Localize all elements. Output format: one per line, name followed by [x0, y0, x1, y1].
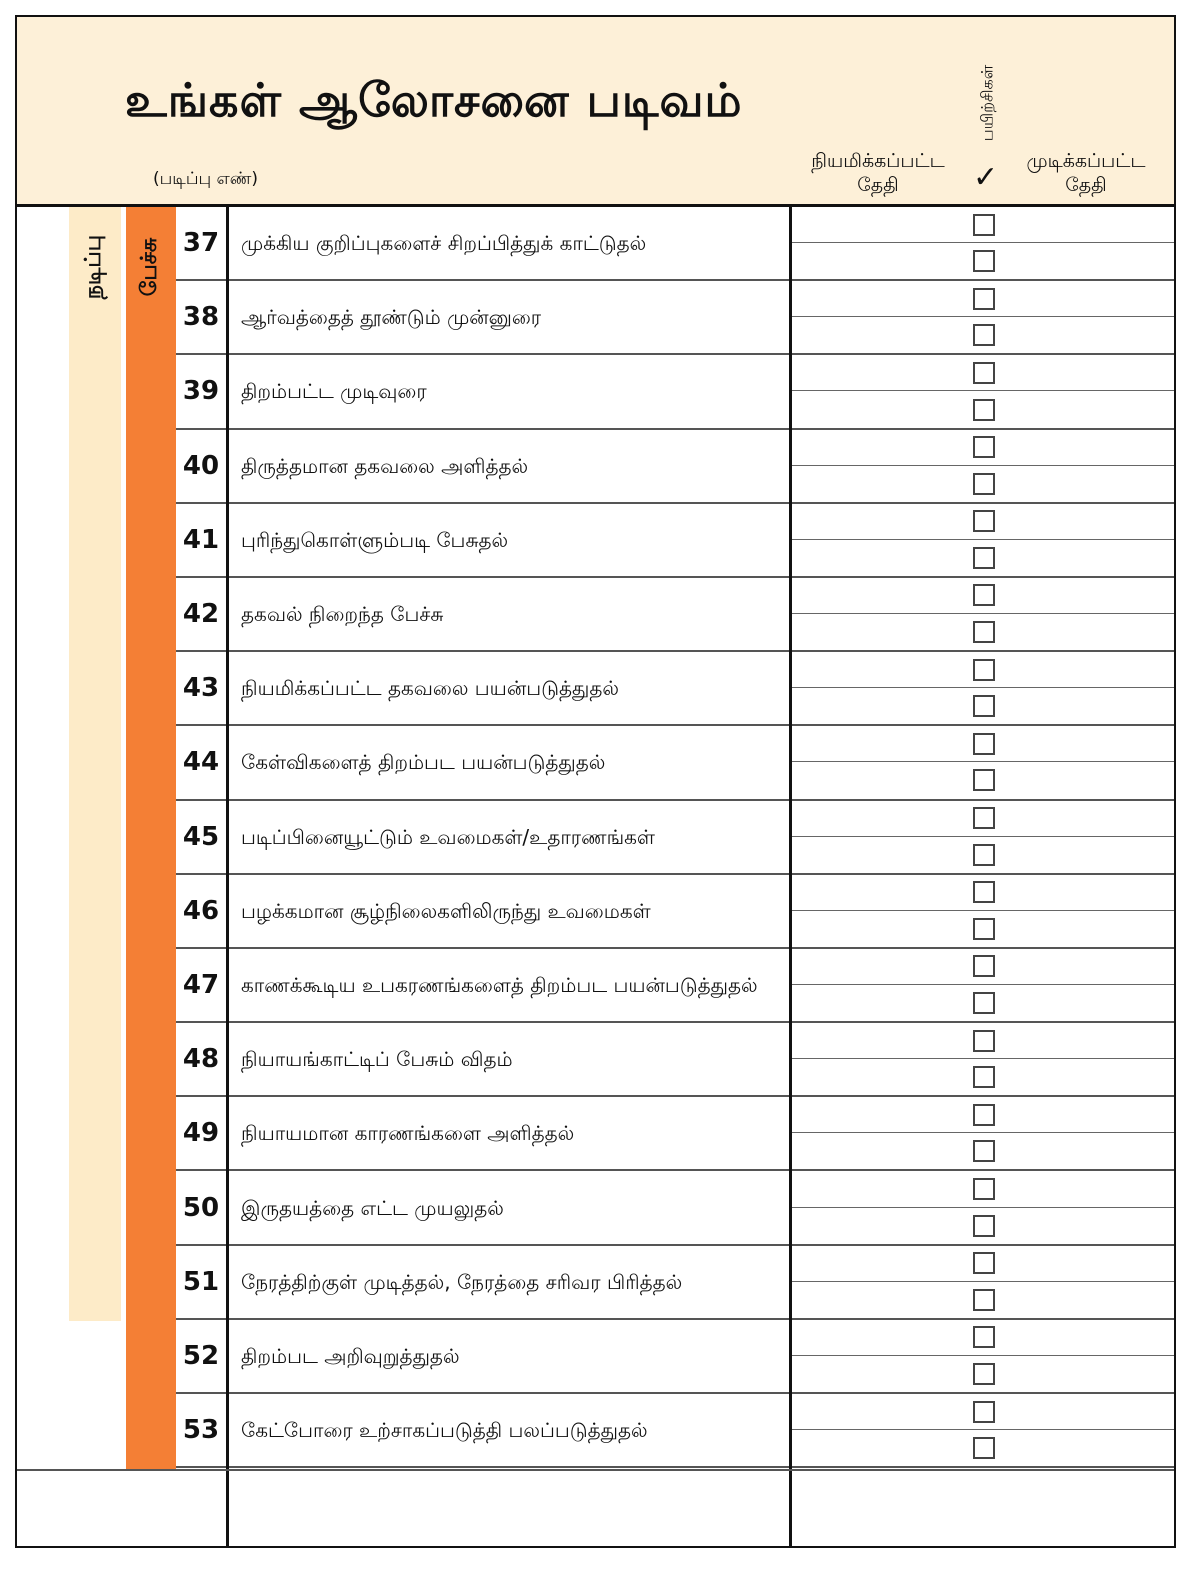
study-point-number: 52 — [182, 1340, 220, 1371]
exercise-checkbox[interactable] — [973, 399, 995, 421]
assigned-date-header-line2: தேதி — [857, 174, 899, 196]
completed-date-header-line2: தேதி — [1065, 174, 1107, 196]
exercise-checkbox[interactable] — [973, 547, 995, 569]
study-point-title: திறம்பட்ட முடிவுரை — [241, 379, 427, 404]
exercise-checkbox[interactable] — [973, 844, 995, 866]
study-point-number: 44 — [182, 747, 220, 778]
exercise-checkbox[interactable] — [973, 436, 995, 458]
study-point-number: 46 — [182, 895, 220, 926]
assignment-line-1[interactable] — [792, 430, 1174, 466]
study-point-number: 48 — [182, 1044, 220, 1075]
assignment-line-2[interactable] — [792, 317, 1174, 353]
checkmark-icon: ✓ — [973, 160, 999, 195]
speech-category-label: பேச்சு — [137, 237, 162, 297]
study-point-title: கேள்விகளைத் திறம்பட பயன்படுத்துதல் — [241, 750, 606, 775]
study-point-row — [176, 652, 1174, 726]
assignment-line-1[interactable] — [792, 652, 1174, 688]
study-point-number: 45 — [182, 821, 220, 852]
assignment-line-1[interactable] — [792, 1097, 1174, 1133]
assignment-line-2[interactable] — [792, 1282, 1174, 1318]
study-point-title: பழக்கமான சூழ்நிலைகளிலிருந்து உவமைகள் — [241, 898, 651, 923]
exercises-header — [975, 43, 1001, 163]
study-point-title: முக்கிய குறிப்புகளைச் சிறப்பித்துக் காட்டுதல் — [241, 231, 647, 256]
study-point-number: 41 — [182, 524, 220, 555]
study-point-title: நியாயங்காட்டிப் பேசும் விதம் — [241, 1047, 513, 1072]
study-point-title: படிப்பினையூட்டும் உவமைகள்/உதாரணங்கள் — [241, 824, 655, 849]
exercise-checkbox[interactable] — [973, 1289, 995, 1311]
exercise-checkbox[interactable] — [973, 1104, 995, 1126]
exercise-checkbox[interactable] — [973, 695, 995, 717]
exercise-checkbox[interactable] — [973, 1437, 995, 1459]
assignment-line-1[interactable] — [792, 801, 1174, 837]
study-point-title: கேட்போரை உற்சாகப்படுத்தி பலப்படுத்துதல் — [241, 1418, 648, 1443]
study-point-list — [176, 207, 1174, 1468]
exercise-checkbox[interactable] — [973, 1363, 995, 1385]
study-point-row — [176, 875, 1174, 949]
exercise-checkbox[interactable] — [973, 1066, 995, 1088]
exercise-checkbox[interactable] — [973, 1215, 995, 1237]
exercise-checkbox[interactable] — [973, 1140, 995, 1162]
study-point-number: 38 — [182, 302, 220, 333]
form-header — [17, 17, 1174, 207]
study-point-title: திருத்தமான தகவலை அளித்தல் — [241, 453, 529, 478]
exercise-checkbox[interactable] — [973, 1030, 995, 1052]
assignment-line-2[interactable] — [792, 837, 1174, 873]
study-point-title: தகவல் நிறைந்த பேச்சு — [241, 602, 444, 627]
assignment-line-1[interactable] — [792, 578, 1174, 614]
exercise-checkbox[interactable] — [973, 1252, 995, 1274]
study-point-number: 49 — [182, 1118, 220, 1149]
study-point-row — [176, 801, 1174, 875]
assignment-line-2[interactable] — [792, 688, 1174, 724]
study-point-row — [176, 726, 1174, 800]
study-point-title: ஆர்வத்தைத் தூண்டும் முன்னுரை — [241, 305, 542, 330]
assignment-line-2[interactable] — [792, 466, 1174, 502]
assignment-line-2[interactable] — [792, 911, 1174, 947]
exercise-checkbox[interactable] — [973, 659, 995, 681]
exercise-checkbox[interactable] — [973, 1326, 995, 1348]
exercise-checkbox[interactable] — [973, 214, 995, 236]
exercise-checkbox[interactable] — [973, 881, 995, 903]
study-point-row — [176, 207, 1174, 281]
assignment-line-1[interactable] — [792, 726, 1174, 762]
study-point-title: காணக்கூடிய உபகரணங்களைத் திறம்பட பயன்படுத்துதல் — [241, 972, 758, 997]
exercise-checkbox[interactable] — [973, 992, 995, 1014]
study-point-title: திறம்பட அறிவுறுத்துதல் — [241, 1343, 460, 1368]
exercise-checkbox[interactable] — [973, 473, 995, 495]
assignment-line-2[interactable] — [792, 1356, 1174, 1392]
assignment-line-2[interactable] — [792, 1133, 1174, 1169]
exercise-checkbox[interactable] — [973, 1178, 995, 1200]
assignment-line-2[interactable] — [792, 1430, 1174, 1466]
study-point-number: 50 — [182, 1192, 220, 1223]
exercise-checkbox[interactable] — [973, 288, 995, 310]
exercise-checkbox[interactable] — [973, 324, 995, 346]
study-point-row — [176, 949, 1174, 1023]
study-point-number: 40 — [182, 450, 220, 481]
study-point-row — [176, 1394, 1174, 1468]
assignment-line-2[interactable] — [792, 614, 1174, 650]
study-point-number: 37 — [182, 228, 220, 259]
divider — [789, 207, 792, 1548]
study-point-number: 43 — [182, 673, 220, 704]
divider — [226, 207, 229, 1548]
lesson-number-label: (படிப்பு எண்) — [153, 169, 259, 189]
study-point-row — [176, 1097, 1174, 1171]
study-point-title: நியாயமான காரணங்களை அளித்தல் — [241, 1121, 575, 1146]
assignment-line-2[interactable] — [792, 762, 1174, 798]
assignment-line-1[interactable] — [792, 1320, 1174, 1356]
assignment-line-1[interactable] — [792, 1171, 1174, 1207]
assignment-line-1[interactable] — [792, 207, 1174, 243]
assignment-line-2[interactable] — [792, 243, 1174, 279]
study-point-row — [176, 504, 1174, 578]
assigned-date-header-line1: நியமிக்கப்பட்ட — [811, 150, 945, 172]
study-point-row — [176, 1320, 1174, 1394]
exercise-checkbox[interactable] — [973, 621, 995, 643]
assignment-line-2[interactable] — [792, 985, 1174, 1021]
assignment-line-1[interactable] — [792, 1246, 1174, 1282]
empty-footer-row — [17, 1469, 1174, 1548]
exercise-checkbox[interactable] — [973, 362, 995, 384]
study-point-row — [176, 578, 1174, 652]
completed-date-header — [1011, 149, 1161, 197]
assignment-line-2[interactable] — [792, 1208, 1174, 1244]
exercises-header-label: பயிற்சிகள் — [977, 64, 997, 142]
study-point-title: இருதயத்தை எட்ட முயலுதல் — [241, 1195, 504, 1220]
study-point-row — [176, 430, 1174, 504]
study-point-title: புரிந்துகொள்ளும்படி பேசுதல் — [241, 527, 509, 552]
counsel-form-sheet — [15, 15, 1176, 1548]
exercise-checkbox[interactable] — [973, 733, 995, 755]
exercise-checkbox[interactable] — [973, 510, 995, 532]
study-point-row — [176, 1171, 1174, 1245]
assignment-line-1[interactable] — [792, 504, 1174, 540]
assignment-line-1[interactable] — [792, 1023, 1174, 1059]
study-point-row — [176, 1246, 1174, 1320]
assignment-line-1[interactable] — [792, 355, 1174, 391]
exercise-checkbox[interactable] — [973, 807, 995, 829]
assigned-date-header — [793, 149, 963, 197]
study-point-number: 42 — [182, 599, 220, 630]
assignment-line-2[interactable] — [792, 540, 1174, 576]
study-point-number: 53 — [182, 1415, 220, 1446]
assignment-line-2[interactable] — [792, 391, 1174, 427]
study-point-title: நியமிக்கப்பட்ட தகவலை பயன்படுத்துதல் — [241, 676, 619, 701]
exercise-checkbox[interactable] — [973, 584, 995, 606]
speech-category-strip — [126, 207, 176, 1469]
study-point-row — [176, 1023, 1174, 1097]
study-point-number: 39 — [182, 376, 220, 407]
assignment-line-1[interactable] — [792, 875, 1174, 911]
completed-date-header-line1: முடிக்கப்பட்ட — [1026, 150, 1146, 172]
page-title: உங்கள் ஆலோசனை படிவம் — [125, 73, 743, 127]
study-point-number: 51 — [182, 1266, 220, 1297]
study-point-row — [176, 355, 1174, 429]
exercise-checkbox[interactable] — [973, 918, 995, 940]
exercise-checkbox[interactable] — [973, 769, 995, 791]
delivery-category-label: நடிப்பு — [81, 234, 106, 300]
assignment-line-1[interactable] — [792, 1394, 1174, 1430]
assignment-line-1[interactable] — [792, 281, 1174, 317]
assignment-line-1[interactable] — [792, 949, 1174, 985]
delivery-category-strip — [69, 207, 121, 1321]
study-point-number: 47 — [182, 969, 220, 1000]
assignment-line-2[interactable] — [792, 1059, 1174, 1095]
study-point-title: நேரத்திற்குள் முடித்தல், நேரத்தை சரிவர பிரித்தல் — [241, 1269, 683, 1294]
exercise-checkbox[interactable] — [973, 1401, 995, 1423]
form-body — [17, 207, 1174, 1548]
study-point-row — [176, 281, 1174, 355]
exercise-checkbox[interactable] — [973, 250, 995, 272]
exercise-checkbox[interactable] — [973, 955, 995, 977]
